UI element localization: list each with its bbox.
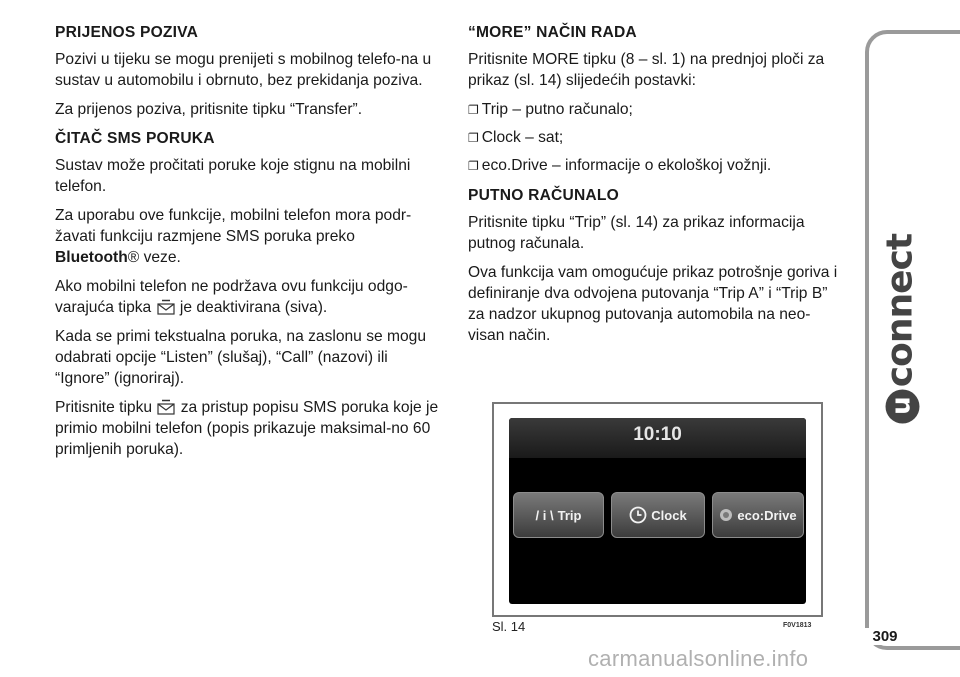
heading-more-mode: “MORE” NAČIN RADA	[468, 24, 637, 41]
heading-call-transfer: PRIJENOS POZIVA	[55, 24, 199, 41]
watermark: carmanualsonline.info	[588, 646, 809, 671]
figure-code: F0V1813	[783, 622, 812, 629]
figure-caption: Sl. 14	[492, 619, 526, 634]
list-item: ❐ Clock – sat;	[468, 129, 564, 146]
trip-icon: / i \	[535, 507, 554, 523]
paragraph: Pozivi u tijeku se mogu prenijeti s mobilnog telefo-na u sustav u automobilu i obrnuto, bez prekidanja poziva.	[55, 51, 432, 89]
checkbox-bullet-icon: ❐	[468, 159, 479, 173]
list-item: ❐ Trip – putno računalo;	[468, 101, 633, 118]
display-screen	[509, 418, 806, 604]
clock-display: 10:10	[633, 424, 682, 445]
paragraph: Pritisnite tipku za pristup popisu SMS poruka koje je primio mobilni telefon (popis prikazuje maksimal-no 60 primljenih poruka).	[55, 399, 439, 458]
clock-button[interactable]: Clock	[611, 492, 705, 538]
eco-icon	[719, 508, 733, 522]
checkbox-bullet-icon: ❐	[468, 131, 479, 145]
checkbox-bullet-icon: ❐	[468, 103, 479, 117]
eco-drive-button[interactable]: eco:Drive	[712, 492, 804, 538]
heading-sms-reader: ČITAČ SMS PORUKA	[55, 130, 215, 147]
trip-button[interactable]: / i \ Trip	[513, 492, 604, 538]
paragraph: Sustav može pročitati poruke koje stignu na mobilni telefon.	[55, 157, 411, 195]
paragraph: Pritisnite tipku “Trip” (sl. 14) za prikaz informacija putnog računala.	[468, 214, 805, 252]
message-icon	[156, 399, 176, 415]
left-column	[55, 22, 440, 468]
bluetooth-label: Bluetooth	[55, 249, 128, 266]
page-number: 309	[850, 628, 920, 645]
paragraph: Za uporabu ove funkcije, mobilni telefon mora podr-žavati funkciju razmjene SMS poruka preko Bluetooth® veze.	[55, 207, 412, 266]
screen-header	[509, 418, 806, 458]
paragraph: Kada se primi tekstualna poruka, na zaslonu se mogu odabrati opcije “Listen” (slušaj), “Call” (nazovi) ili “Ignore” (ignoriraj).	[55, 328, 426, 387]
paragraph: Pritisnite MORE tipku (8 – sl. 1) na prednjoj ploči za prikaz (sl. 14) slijedećih postavki:	[468, 51, 825, 89]
right-column	[468, 22, 838, 354]
message-icon	[156, 299, 176, 315]
paragraph: Ova funkcija vam omogućuje prikaz potrošnje goriva i definiranje dva odvojena putovanja “Trip A” i “Trip B” za nadzor ukupnog putovanja automobila na neo-visan način.	[468, 264, 838, 344]
paragraph: Za prijenos poziva, pritisnite tipku “Transfer”.	[55, 101, 363, 118]
clock-icon	[629, 506, 647, 524]
paragraph: Ako mobilni telefon ne podržava ovu funkciju odgo-varajuća tipka je deaktivirana (siva).	[55, 278, 408, 316]
heading-trip-computer: PUTNO RAČUNALO	[468, 187, 619, 204]
list-item: ❐ eco.Drive – informacije o ekološkoj vožnji.	[468, 157, 772, 174]
